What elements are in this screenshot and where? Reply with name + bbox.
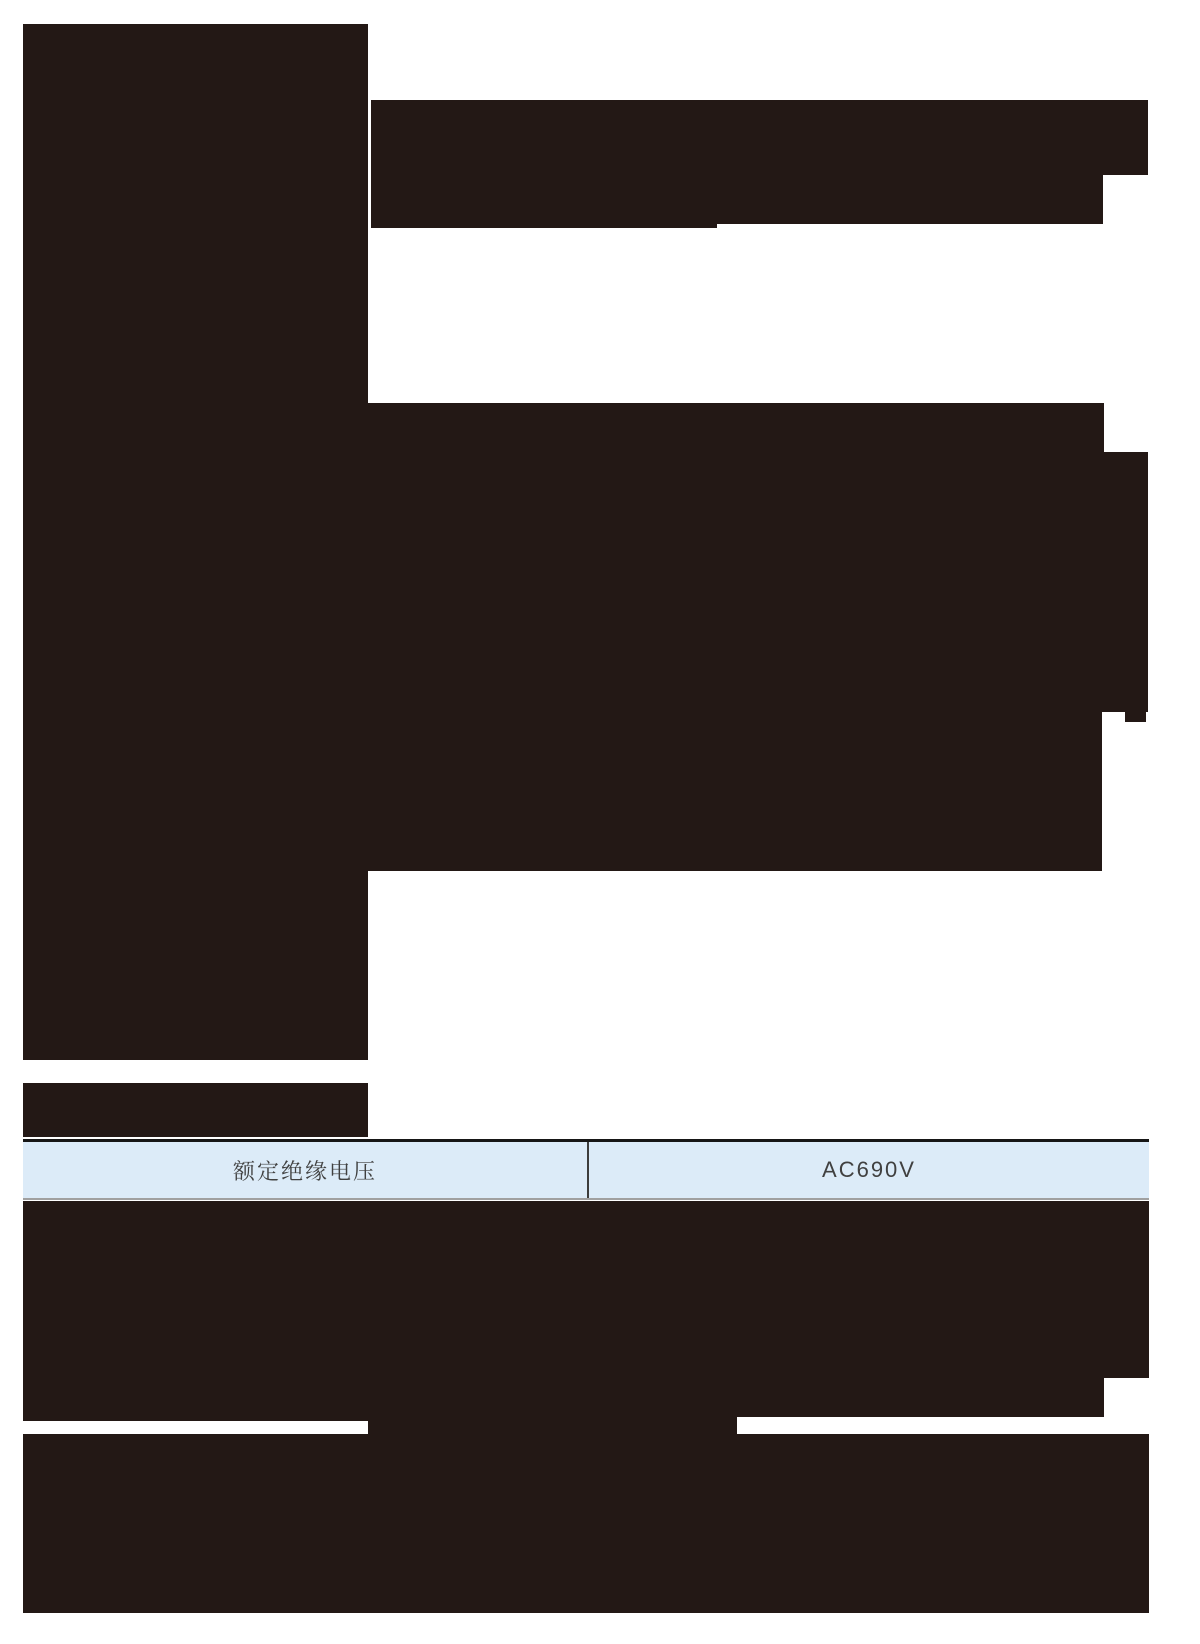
redacted-bottom-left-edge xyxy=(23,1417,368,1421)
redacted-bottom-section-3 xyxy=(23,1434,1149,1613)
redacted-top-paragraph-step xyxy=(371,224,717,228)
redacted-middle-paragraph xyxy=(368,403,1104,452)
redacted-middle-paragraph-3 xyxy=(368,712,1102,871)
redacted-top-paragraph-2 xyxy=(371,175,1103,224)
redacted-middle-paragraph-2 xyxy=(368,452,1148,712)
spec-label-rated-insulation-voltage: 额定绝缘电压 xyxy=(232,1158,377,1184)
redacted-bottom-section xyxy=(23,1201,1149,1378)
redacted-section-heading xyxy=(23,1083,368,1137)
redacted-left-column xyxy=(23,24,368,1060)
redacted-bottom-section-2 xyxy=(23,1378,1104,1417)
spec-table-bottom-border xyxy=(23,1198,1149,1200)
redacted-top-paragraph xyxy=(371,100,1148,175)
redacted-bottom-bridge xyxy=(368,1417,737,1435)
redacted-middle-tab xyxy=(1125,712,1146,722)
spec-value-rated-insulation-voltage: AC690V xyxy=(822,1157,916,1182)
table-row xyxy=(23,1142,1149,1198)
